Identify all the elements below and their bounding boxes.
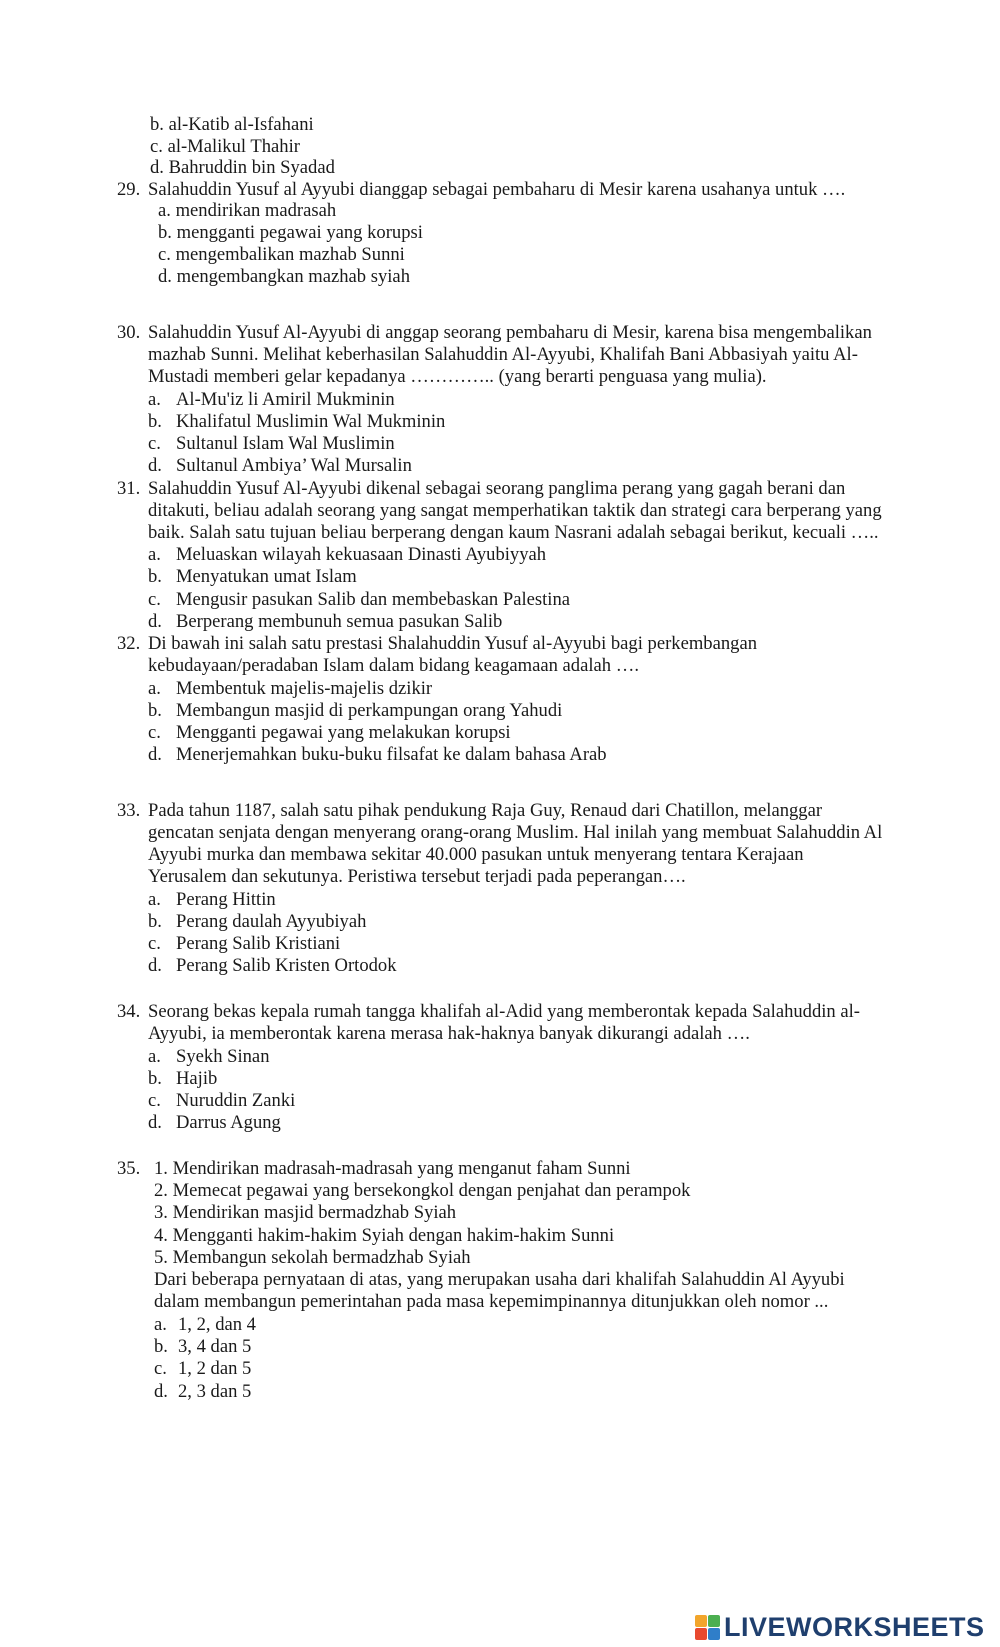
option-c: c. mengembalikan mazhab Sunni: [158, 244, 405, 265]
option-d-letter: d.: [148, 744, 162, 765]
logo-square-3: [695, 1628, 707, 1640]
option-d-text: Darrus Agung: [176, 1112, 281, 1133]
option-a-letter: a.: [148, 1046, 161, 1067]
question-text-line: Ayyubi, ia memberontak karena merasa hak-haknya banyak dikurangi adalah ….: [148, 1023, 750, 1044]
question-number: 34.: [117, 1001, 141, 1022]
statement-5: 5. Membangun sekolah bermadzhab Syiah: [154, 1247, 471, 1268]
question-text-line: Mustadi memberi gelar kepadanya ………….. (yang berarti penguasa yang mulia).: [148, 366, 767, 387]
question-text-line: gencatan senjata dengan menyerang orang-orang Muslim. Hal inilah yang membuat Salahuddin Al: [148, 822, 883, 843]
option-d-letter: d.: [148, 1112, 162, 1133]
q28-option-b: b. al-Katib al-Isfahani: [150, 114, 314, 135]
option-d: d. mengembangkan mazhab syiah: [158, 266, 410, 287]
option-b-letter: b.: [148, 911, 162, 932]
option-b-text: Membangun masjid di perkampungan orang Yahudi: [176, 700, 563, 721]
option-c-text: Nuruddin Zanki: [176, 1090, 296, 1111]
question-text-line: Dari beberapa pernyataan di atas, yang merupakan usaha dari khalifah Salahuddin Al Ayyubi: [154, 1269, 845, 1290]
question-number: 33.: [117, 800, 141, 821]
question-text-line: Di bawah ini salah satu prestasi Shalahuddin Yusuf al-Ayyubi bagi perkembangan: [148, 633, 757, 654]
option-a-text: Al-Mu'iz li Amiril Mukminin: [176, 389, 395, 410]
option-d-letter: d.: [148, 611, 162, 632]
option-c-text: 1, 2 dan 5: [178, 1358, 252, 1379]
option-c-letter: c.: [154, 1358, 167, 1379]
option-b-letter: b.: [148, 566, 162, 587]
q28-option-d: d. Bahruddin bin Syadad: [150, 157, 335, 178]
option-b-text: Khalifatul Muslimin Wal Mukminin: [176, 411, 446, 432]
question-number: 30.: [117, 322, 141, 343]
question-text-line: Pada tahun 1187, salah satu pihak pendukung Raja Guy, Renaud dari Chatillon, melanggar: [148, 800, 823, 821]
option-c-letter: c.: [148, 589, 161, 610]
question-text-line: baik. Salah satu tujuan beliau berperang dengan kaum Nasrani adalah sebagai berikut, kecuali …..: [148, 522, 879, 543]
option-a-letter: a.: [154, 1314, 167, 1335]
option-c-letter: c.: [148, 722, 161, 743]
option-d-text: Menerjemahkan buku-buku filsafat ke dalam bahasa Arab: [176, 744, 607, 765]
question-text-line: kebudayaan/peradaban Islam dalam bidang keagamaan adalah ….: [148, 655, 639, 676]
question-number: 35.: [117, 1158, 141, 1179]
option-b-letter: b.: [148, 411, 162, 432]
option-c-text: Mengusir pasukan Salib dan membebaskan Palestina: [176, 589, 571, 610]
option-d-text: Sultanul Ambiya’ Wal Mursalin: [176, 455, 412, 476]
option-b-text: Menyatukan umat Islam: [176, 566, 357, 587]
option-d-text: Berperang membunuh semua pasukan Salib: [176, 611, 503, 632]
question-text-line: Salahuddin Yusuf Al-Ayyubi di anggap seorang pembaharu di Mesir, karena bisa mengembalikan: [148, 322, 872, 343]
question-number: 29.: [117, 179, 141, 200]
option-b-letter: b.: [148, 1068, 162, 1089]
question-number: 32.: [117, 633, 141, 654]
logo-square-2: [708, 1615, 720, 1627]
option-c-text: Mengganti pegawai yang melakukan korupsi: [176, 722, 511, 743]
q28-option-c: c. al-Malikul Thahir: [150, 136, 300, 157]
option-a-text: Membentuk majelis-majelis dzikir: [176, 678, 433, 699]
question-text-line: Seorang bekas kepala rumah tangga khalifah al-Adid yang memberontak kepada Salahuddin al-: [148, 1001, 860, 1022]
statement-4: 4. Mengganti hakim-hakim Syiah dengan hakim-hakim Sunni: [154, 1225, 615, 1246]
question-text-line: ditakuti, beliau adalah seorang yang sangat memperhatikan taktik dan strategi cara berperang yang: [148, 500, 882, 521]
option-b-letter: b.: [148, 700, 162, 721]
question-text-line: Salahuddin Yusuf Al-Ayyubi dikenal sebagai seorang panglima perang yang gagah berani dan: [148, 478, 846, 499]
option-d-letter: d.: [154, 1381, 168, 1402]
option-d-text: Perang Salib Kristen Ortodok: [176, 955, 397, 976]
option-d-text: 2, 3 dan 5: [178, 1381, 252, 1402]
question-text-line: mazhab Sunni. Melihat keberhasilan Salahuddin Al-Ayyubi, Khalifah Bani Abbasiyah yaitu Al-: [148, 344, 858, 365]
option-a-text: Perang Hittin: [176, 889, 276, 910]
option-a-text: 1, 2, dan 4: [178, 1314, 256, 1335]
question-text: Salahuddin Yusuf al Ayyubi dianggap sebagai pembaharu di Mesir karena usahanya untuk ….: [148, 179, 846, 200]
logo-mark-icon: [695, 1615, 720, 1640]
option-b-text: Hajib: [176, 1068, 218, 1089]
logo-square-4: [708, 1628, 720, 1640]
option-c-letter: c.: [148, 933, 161, 954]
option-a: a. mendirikan madrasah: [158, 200, 337, 221]
statement-1: 1. Mendirikan madrasah-madrasah yang menganut faham Sunni: [154, 1158, 631, 1179]
option-a-text: Meluaskan wilayah kekuasaan Dinasti Ayubiyyah: [176, 544, 547, 565]
option-d-letter: d.: [148, 955, 162, 976]
option-b: b. mengganti pegawai yang korupsi: [158, 222, 423, 243]
option-a-text: Syekh Sinan: [176, 1046, 270, 1067]
option-b-text: 3, 4 dan 5: [178, 1336, 252, 1357]
statement-3: 3. Mendirikan masjid bermadzhab Syiah: [154, 1202, 457, 1223]
question-number: 31.: [117, 478, 141, 499]
logo-text: LIVEWORKSHEETS: [724, 1611, 985, 1642]
option-d-letter: d.: [148, 455, 162, 476]
question-text-line: Ayyubi murka dan membawa sekitar 40.000 pasukan untuk menyerang tentara Kerajaan: [148, 844, 804, 865]
option-a-letter: a.: [148, 389, 161, 410]
option-c-text: Perang Salib Kristiani: [176, 933, 341, 954]
option-a-letter: a.: [148, 678, 161, 699]
option-b-letter: b.: [154, 1336, 168, 1357]
option-c-letter: c.: [148, 1090, 161, 1111]
statement-2: 2. Memecat pegawai yang bersekongkol dengan penjahat dan perampok: [154, 1180, 691, 1201]
question-text-line: Yerusalem dan sekutunya. Peristiwa tersebut terjadi pada peperangan….: [148, 866, 686, 887]
option-c-letter: c.: [148, 433, 161, 454]
option-b-text: Perang daulah Ayyubiyah: [176, 911, 367, 932]
option-a-letter: a.: [148, 889, 161, 910]
liveworksheets-logo[interactable]: [695, 1612, 985, 1642]
logo-square-1: [695, 1615, 707, 1627]
option-a-letter: a.: [148, 544, 161, 565]
question-text-line: dalam membangun pemerintahan pada masa kepemimpinannya ditunjukkan oleh nomor ...: [154, 1291, 829, 1312]
option-c-text: Sultanul Islam Wal Muslimin: [176, 433, 395, 454]
